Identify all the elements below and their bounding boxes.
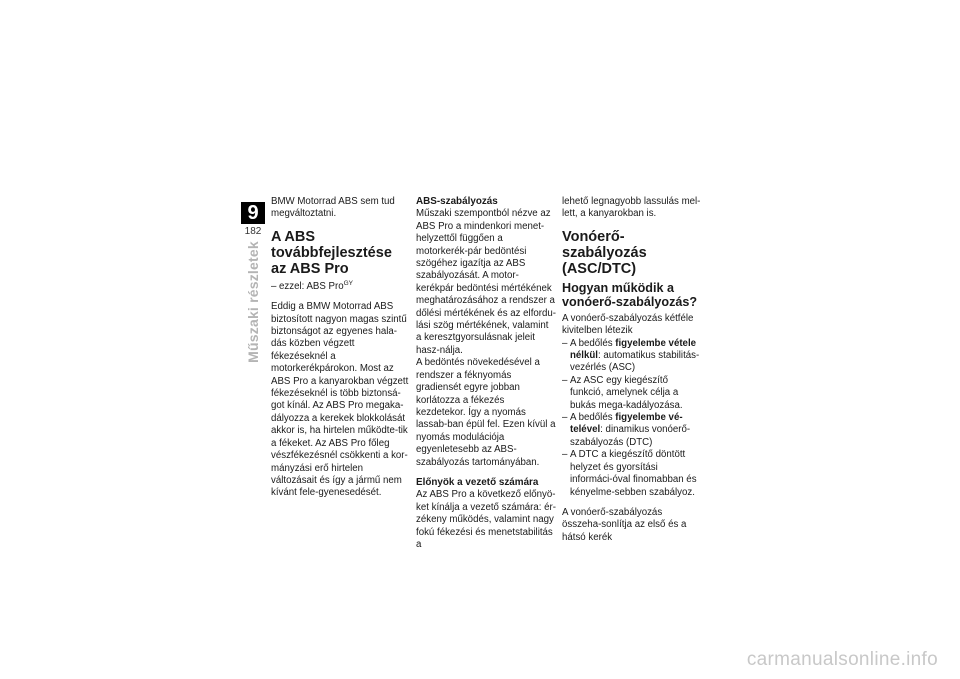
- abs-control-para-2: A bedöntés növekedésével a rendszer a féknyomás gradiensét egyre jobban korlátozza a fékezés kezdetekor. Így a nyomás lassab-ban épül fel. Ezen kívül a nyomás modulációja egyenletesebb az ABS-szabályozás tartományában.: [416, 357, 556, 468]
- list-item-text: A bedőlés: [570, 337, 616, 349]
- section-title: Műszaki részletek: [245, 241, 261, 363]
- column-1: [271, 196, 411, 508]
- list-item: [562, 375, 702, 412]
- list-item-text: A DTC a kiegészítő döntött helyzet és gyorsítási informáci-óval finomabban és kényelme-sebben szabályoz.: [570, 449, 697, 498]
- list-item-text: Az ASC egy kiegészítő funkció, amelynek célja a bukás mega-kadályozása.: [570, 374, 683, 411]
- list-item: [562, 338, 702, 375]
- how-it-works-heading: Hogyan működik a vonóerő-szabályozás?: [562, 280, 698, 309]
- option-superscript: GY: [343, 279, 354, 287]
- list-item: [562, 412, 702, 449]
- traction-control-heading: Vonóerő-szabályozás (ASC/DTC): [562, 228, 647, 277]
- abs-control-para-1: Műszaki szempontból nézve az ABS Pro a mindenkori menet-helyzettől függően a motorkerék-pár bedöntési szögéhez igazítja az ABS szabályozását. A motor-kerékpár bedöntési mértékének meghatározásához a rendszer a dőlési mértékének és az elfordu-lási szög mértékének, valamint a keresztgyorsulásnak jeleit hasz-nálja.: [416, 208, 557, 356]
- col1-intro: BMW Motorrad ABS sem tud megváltoztatni.: [271, 196, 395, 220]
- option-item: [271, 281, 411, 293]
- col3-intro: lehető legnagyobb lassulás mel-lett, a kanyarokban is.: [562, 196, 701, 220]
- chapter-number-badge: 9: [241, 202, 265, 224]
- watermark: carmanualsonline.info: [746, 649, 938, 670]
- column-2: [416, 196, 556, 559]
- option-list: [271, 281, 411, 293]
- list-item-text: : automatikus stabilitás-vezérlés (ASC): [570, 350, 700, 374]
- list-item-bold: figyelembe vé-telével: [570, 412, 683, 436]
- abs-pro-heading: A ABS továbbfejlesztése az ABS Pro: [271, 228, 392, 277]
- traction-outro: A vonóerő-szabályozás összeha-sonlítja az első és a hátsó kerék: [562, 506, 687, 543]
- traction-list: [562, 338, 702, 499]
- abs-control-heading: ABS-szabályozás: [416, 196, 498, 207]
- benefits-para: Az ABS Pro a következő előnyö-ket kínálja a vezető számára: ér-zékeny működés, valamint nagy fokú fékezési és menetstabilitás a: [416, 489, 556, 550]
- abs-pro-body: Eddig a BMW Motorrad ABS biztosított nagyon magas szintű biztonságot az egyenes hala-dás közben végzett fékezéseknél a motorkerékpárokon. Most az ABS Pro a kanyarokban végzett fékezéseknél is több biztonsá-got kínál. Az ABS Pro megaka-dályozza a kerekek blokkolását akkor is, ha hirtelen működte-tik a fékeket. Az ABS Pro főleg vészfékezésnél csökkenti a kor-mányzási erő hirtelen változásait és így a jármű nem kívánt fele-gyenesedését.: [271, 301, 409, 499]
- page-number: 182: [244, 226, 262, 237]
- benefits-heading: Előnyök a vezető számára: [416, 476, 539, 488]
- list-item-text: A bedőlés: [570, 412, 616, 424]
- section-tab: [241, 242, 265, 362]
- list-item: [562, 449, 702, 499]
- traction-lead: A vonóerő-szabályozás kétféle kivitelben létezik: [562, 312, 694, 337]
- option-text: ezzel: ABS Pro: [279, 280, 344, 292]
- list-item-text: : dinamikus vonóerő-szabályozás (DTC): [570, 424, 691, 448]
- column-3: [562, 196, 702, 552]
- list-item-bold: figyelembe vétele nélkül: [570, 337, 697, 362]
